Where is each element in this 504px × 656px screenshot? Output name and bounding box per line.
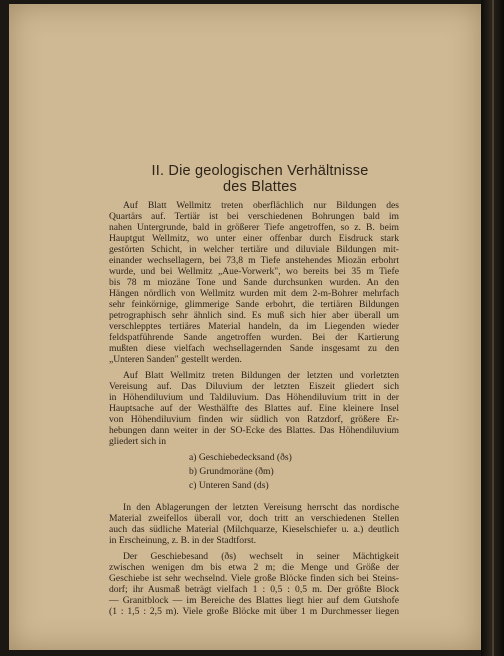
- list-item: c) Unteren Sand (ds): [189, 480, 269, 491]
- text-line: „Unteren Sanden" gestellt werden.: [109, 354, 242, 365]
- text-line: von Höhendiluvium finden wir südlich von Ratzdorf, größere Er-: [109, 414, 399, 425]
- text-line: nahen Untergrunde, bald in größerer Tiefe angetroffen, so z. B. beim: [109, 222, 399, 233]
- text-line: Geschiebe ist sehr wechselnd. Viele große Blöcke finden sich bei Steins-: [109, 573, 399, 584]
- text-line: in Höhendiluvium und Taldiluvium. Das Höhendiluvium tritt in der: [109, 392, 399, 403]
- text-line: mußten diese vielfach wechsellagernden Sande insgesamt zu den: [109, 343, 399, 354]
- text-line: zwischen wenigen dm bis etwa 2 m; die Menge und Größe der: [109, 562, 399, 573]
- text-line: Hauptgut Wellmitz, wo unter einer offenbar durch Eisdruck stark: [109, 233, 399, 244]
- text-line: auch das südliche Material (Milchquarze, Kieselschiefer u. a.) deutlich: [109, 524, 399, 535]
- text-line: Hauptsache auf der Westhälfte des Blattes auf. Eine kleinere Insel: [109, 403, 399, 414]
- text-line: feldspatführende Sande angetroffen wurden. Bei der Kartierung: [109, 332, 399, 343]
- text-line: Auf Blatt Wellmitz treten Bildungen der letzten und vorletzten: [123, 370, 399, 381]
- text-line: einander wechsellagern, bei 73,8 m Tiefe anstehendes Miozän erbohrt: [109, 255, 399, 266]
- text-line: Der Geschiebesand (ðs) wechselt in seiner Mächtigkeit: [123, 551, 399, 562]
- text-line: in Erscheinung, z. B. in der Stadtforst.: [109, 535, 257, 546]
- list-item: b) Grundmoräne (ðm): [189, 466, 274, 477]
- text-line: verschlepptes tertiäres Material handeln, da im Liegenden wieder: [109, 321, 399, 332]
- text-line: Material zweifellos überall vor, doch tritt an verschiedenen Stellen: [109, 513, 399, 524]
- text-line: gestörten Schicht, in welcher tertiäre und diluviale Bildungen mit-: [109, 244, 399, 255]
- text-line: hebungen dann weiter in der SO-Ecke des Blattes. Das Höhendiluvium: [109, 425, 399, 436]
- text-line: Vereisung auf. Das Diluvium der letzten Eiszeit gliedert sich: [109, 381, 399, 392]
- binding-fold: [492, 0, 494, 656]
- text-line: dorf; ihr Ausmaß beträgt vielfach 1 : 0,5 : 0,5 m. Der größte Block: [109, 584, 399, 595]
- text-line: wurde, und bei Wellmitz „Aue-Vorwerk", wo bereits bei 35 m Tiefe: [109, 266, 399, 277]
- text-line: Quartärs auf. Tertiär ist bei verschiedenen Bohrungen bald im: [109, 211, 399, 222]
- text-line: petrographisch sehr ähnlich sind. Es muß sich hier aber überall um: [109, 310, 399, 321]
- text-line: Hängen nördlich von Wellmitz wurden mit dem 2-m-Bohrer mehrfach: [109, 288, 399, 299]
- text-line: In den Ablagerungen der letzten Vereisung herrscht das nordische: [123, 502, 399, 513]
- text-line: — Granitblock — im Bereiche des Blattes liegt hier auf dem Gutshofe: [109, 595, 399, 606]
- list-item: a) Geschiebedecksand (ðs): [189, 452, 292, 463]
- text-line: sehr feinkörnige, glimmerige Sande erbohrt, die tertiären Bildungen: [109, 299, 399, 310]
- text-line: bis 78 m miozäne Tone und Sande durchsunken wurden. An den: [109, 277, 399, 288]
- section-heading-subtitle: des Blattes: [223, 179, 297, 195]
- text-line: (1 : 1,5 : 2,5 m). Viele große Blöcke mit über 1 m Durchmesser liegen: [109, 606, 399, 617]
- text-line: gliedert sich in: [109, 436, 167, 447]
- text-line: Auf Blatt Wellmitz treten oberflächlich nur Bildungen des: [123, 200, 399, 211]
- section-heading: II. Die geologischen Verhältnisse: [151, 163, 369, 179]
